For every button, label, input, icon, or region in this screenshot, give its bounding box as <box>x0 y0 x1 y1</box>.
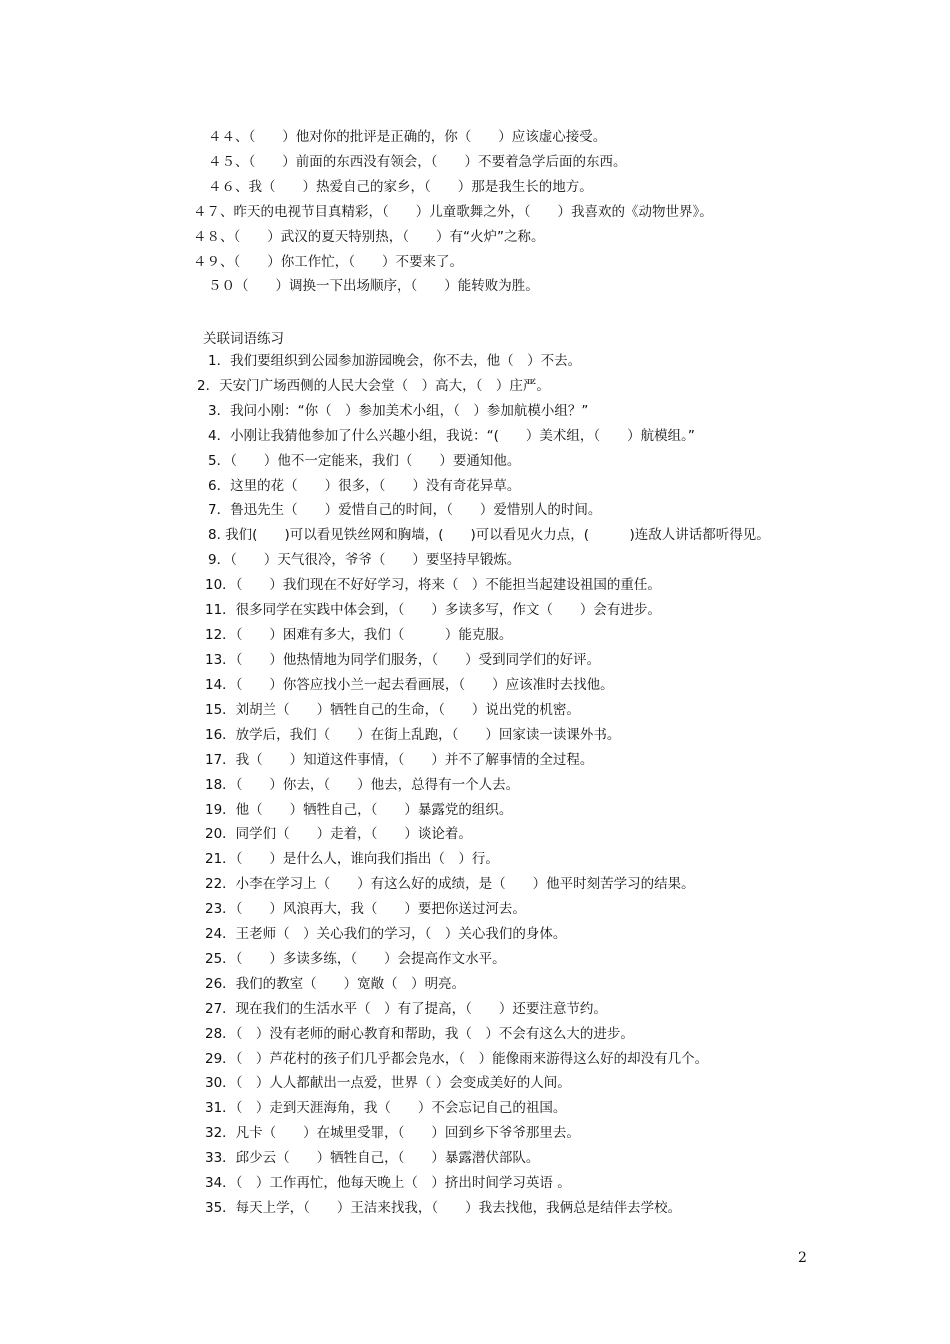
exercise-line-44: ４４、（ ）他对你的批评是正确的，你（ ）应该虚心接受。 <box>208 129 607 145</box>
conjunction-exercise-16: 16．放学后，我们（ ）在街上乱跑，（ ）回家读一读课外书。 <box>205 727 621 743</box>
conjunction-exercise-32: 32．凡卡（ ）在城里受罪，（ ）回到乡下爷爷那里去。 <box>205 1125 580 1141</box>
exercise-line-47: ４７、昨天的电视节目真精彩，（ ）儿童歌舞之外，（ ）我喜欢的《动物世界》。 <box>193 204 713 220</box>
conjunction-exercise-9: 9．（ ）天气很冷，爷爷（ ）要坚持早锻炼。 <box>208 552 521 568</box>
conjunction-exercise-6: 6．这里的花（ ）很多，（ ）没有奇花异草。 <box>208 478 521 494</box>
conjunction-exercise-20: 20．同学们（ ）走着，（ ）谈论着。 <box>205 826 472 842</box>
conjunction-exercise-26: 26．我们的教室（ ）宽敞（ ）明亮。 <box>205 976 466 992</box>
conjunction-exercise-23: 23．（ ）风浪再大，我（ ）要把你送过河去。 <box>205 901 526 917</box>
section-heading: 关联词语练习 <box>203 331 284 347</box>
page-number: 2 <box>798 1250 807 1266</box>
conjunction-exercise-8: 8. 我们( )可以看见铁丝网和胸墙，( )可以看见火力点，( )连敌人讲话都听得见。 <box>208 527 770 543</box>
conjunction-exercise-31: 31．（ ）走到天涯海角，我（ ）不会忘记自己的祖国。 <box>205 1100 567 1116</box>
conjunction-exercise-13: 13．（ ）他热情地为同学们服务，（ ）受到同学们的好评。 <box>205 652 601 668</box>
exercise-line-49: ４９、（ ）你工作忙，（ ）不要来了。 <box>193 254 463 270</box>
conjunction-exercise-2: 2．天安门广场西侧的人民大会堂（ ）高大，（ ）庄严。 <box>197 378 550 394</box>
conjunction-exercise-33: 33．邱少云（ ）牺牲自己，（ ）暴露潜伏部队。 <box>205 1150 540 1166</box>
conjunction-exercise-24: 24．王老师（ ）关心我们的学习，（ ）关心我们的身体。 <box>205 926 567 942</box>
conjunction-exercise-21: 21．（ ）是什么人，谁向我们指出（ ）行。 <box>205 851 499 867</box>
conjunction-exercise-5: 5．（ ）他不一定能来，我们（ ）要通知他。 <box>208 453 521 469</box>
conjunction-exercise-15: 15．刘胡兰（ ）牺牲自己的生命，（ ）说出党的机密。 <box>205 702 580 718</box>
conjunction-exercise-10: 10．（ ）我们现在不好好学习，将来（ ）不能担当起建设祖国的重任。 <box>205 577 661 593</box>
exercise-line-48: ４８、（ ）武汉的夏天特别热，（ ）有“火炉”之称。 <box>193 229 545 245</box>
exercise-line-46: ４６、我（ ）热爱自己的家乡，（ ）那是我生长的地方。 <box>208 179 593 195</box>
conjunction-exercise-14: 14．（ ）你答应找小兰一起去看画展，（ ）应该准时去找他。 <box>205 677 614 693</box>
conjunction-exercise-1: 1．我们要组织到公园参加游园晚会，你不去，他（ ）不去。 <box>208 353 582 369</box>
conjunction-exercise-19: 19．他（ ）牺牲自己，（ ）暴露党的组织。 <box>205 802 513 818</box>
conjunction-exercise-22: 22．小李在学习上（ ）有这么好的成绩，是（ ）他平时刻苦学习的结果。 <box>205 876 695 892</box>
exercise-line-50: ５０（ ）调换一下出场顺序，（ ）能转败为胜。 <box>208 278 539 294</box>
conjunction-exercise-34: 34．（ ）工作再忙，他每天晚上（ ）挤出时间学习英语 。 <box>205 1175 571 1191</box>
conjunction-exercise-11: 11．很多同学在实践中体会到，（ ）多读多写，作文（ ）会有进步。 <box>205 602 661 618</box>
conjunction-exercise-3: 3．我问小刚：“你（ ）参加美术小组，（ ）参加航模小组？” <box>208 403 589 419</box>
conjunction-exercise-4: 4．小刚让我猜他参加了什么兴趣小组，我说：“( ）美术组，（ ）航模组。” <box>208 428 695 444</box>
conjunction-exercise-25: 25．（ ）多读多练，（ ）会提高作文水平。 <box>205 951 506 967</box>
conjunction-exercise-30: 30．（ ）人人都献出一点爱，世界（ ）会变成美好的人间。 <box>205 1075 571 1091</box>
conjunction-exercise-12: 12．（ ）困难有多大，我们（ ）能克服。 <box>205 627 513 643</box>
conjunction-exercise-7: 7．鲁迅先生（ ）爱惜自己的时间，（ ）爱惜别人的时间。 <box>208 502 602 518</box>
conjunction-exercise-17: 17．我（ ）知道这件事情，（ ）并不了解事情的全过程。 <box>205 752 594 768</box>
conjunction-exercise-35: 35．每天上学，（ ）王洁来找我，（ ）我去找他，我俩总是结伴去学校。 <box>205 1200 682 1216</box>
exercise-line-45: ４５、（ ）前面的东西没有领会，（ ）不要着急学后面的东西。 <box>208 154 627 170</box>
conjunction-exercise-18: 18．（ ）你去，（ ）他去，总得有一个人去。 <box>205 777 520 793</box>
conjunction-exercise-29: 29．（ ）芦花村的孩子们几乎都会凫水，（ ）能像雨来游得这么好的却没有几个。 <box>205 1051 709 1067</box>
conjunction-exercise-28: 28．（ ）没有老师的耐心教育和帮助，我（ ）不会有这么大的进步。 <box>205 1026 634 1042</box>
conjunction-exercise-27: 27．现在我们的生活水平（ ）有了提高，（ ）还要注意节约。 <box>205 1001 607 1017</box>
